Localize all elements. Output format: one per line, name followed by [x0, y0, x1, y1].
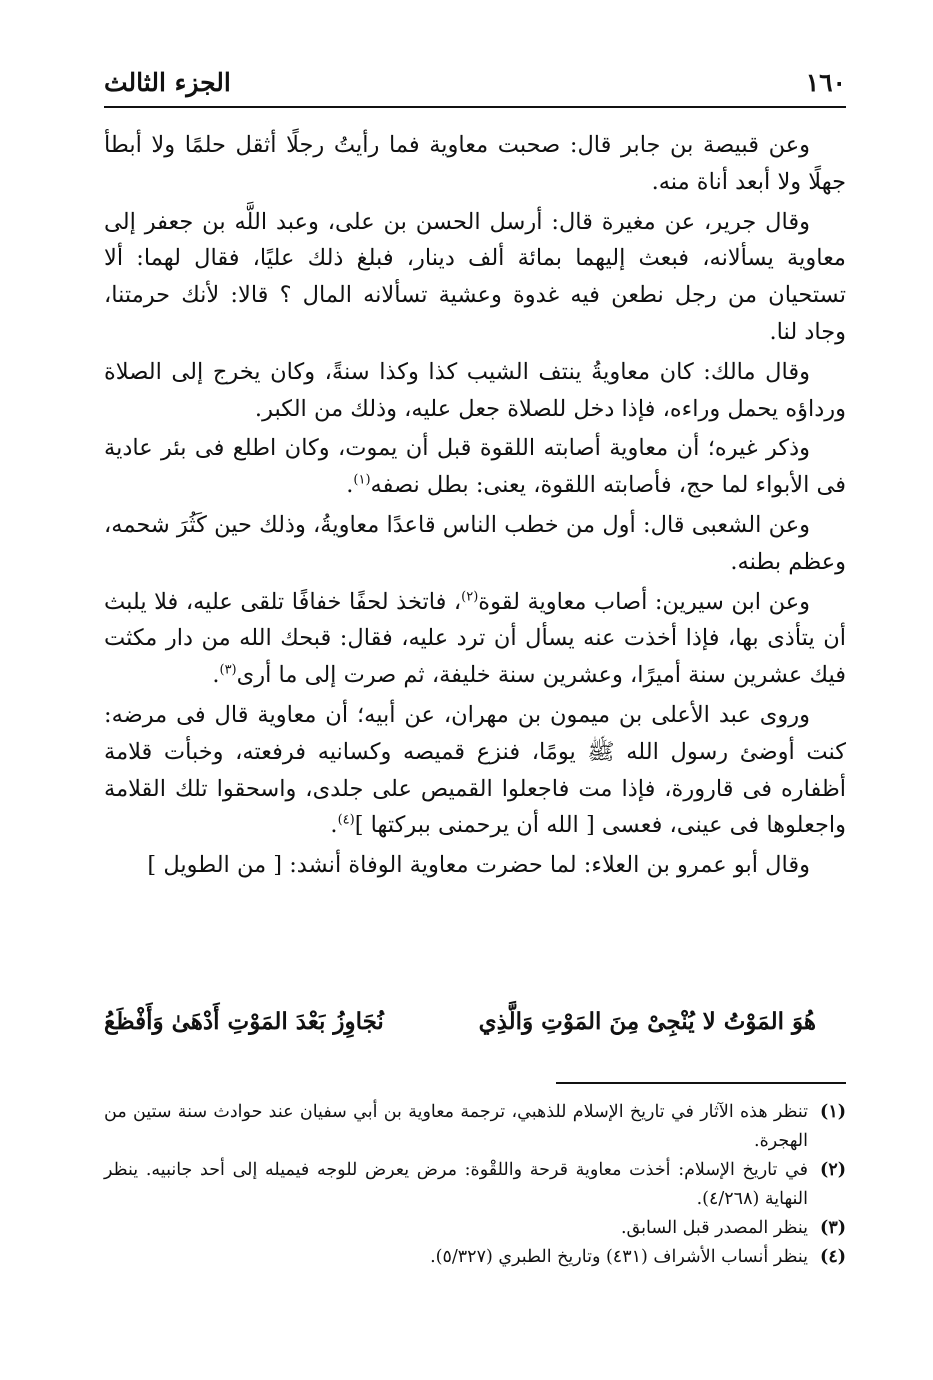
footnote-ref[interactable]: (٢) [461, 589, 479, 605]
main-text [104, 127, 846, 884]
footnote [104, 1098, 846, 1156]
footnote-separator [556, 1082, 846, 1084]
paragraph: وقال مالك: كان معاويةُ ينتف الشيب كذا وكذا سنةً، وكان يخرج إلى الصلاة ورداؤه يحمل وراءه، فإذا دخل للصلاة جعل عليه، وذلك من الكبر. [104, 358, 846, 422]
footnote-ref[interactable]: (١) [353, 472, 371, 488]
page-header [104, 66, 846, 108]
paragraph: وعن الشعبى قال: أول من خطب الناس قاعدًا معاويةُ، وذلك حين كَثُرَ شحمه، وعظم بطنه. [104, 511, 846, 575]
paragraph: وقال جرير، عن مغيرة قال: أرسل الحسن بن على، وعبد اللَّه بن جعفر إلى معاوية يسألانه، فبعث إليهما بمائة ألف دينار، فبلغ ذلك عليًا، فقال لهما: ألا تستحيان من رجل نطعن فيه غدوة وعشية تسألانه المال ؟ قالا: لأنك حرمتنا، وجاد لنا. [104, 208, 846, 345]
paragraph: وعن قبيصة بن جابر قال: صحبت معاوية فما رأيتُ رجلًا أثقل حلمًا ولا أبطأ جهلًا ولا أبعد أناة منه. [104, 132, 846, 195]
paragraph: وقال أبو عمرو بن العلاء: لما حضرت معاوية الوفاة أنشد: [ من الطويل ] [147, 852, 810, 879]
footnote-number: (٢) [820, 1160, 846, 1180]
footnote-number: (٤) [820, 1247, 846, 1267]
footnote-text: في تاريخ الإسلام: أخذت معاوية قرحة واللقْوة: مرض يعرض للوجه فيميله إلى أحد جانبيه. ينظر النهاية (٤/٢٦٨). [104, 1160, 808, 1209]
footnote-number: (١) [820, 1102, 846, 1122]
paragraph: وذكر غيره؛ أن معاوية أصابته اللقوة قبل أن يموت، وكان اطلع فى بئر عادية فى الأبواء لما حج، فأصابته اللقوة، يعنى: بطل نصفه$^{(١)}$. [104, 435, 846, 499]
footnote [104, 1156, 846, 1214]
part-title: الجزء الثالث [104, 68, 231, 97]
footnote-text: ينظر المصدر قبل السابق. [620, 1218, 808, 1238]
footnote [104, 1243, 846, 1272]
verse-second-hemistich: نُجَاوِزُ بَعْدَ المَوْتِ أَدْهَىٰ وَأَفْظَعُ [104, 1008, 384, 1035]
footnote-number: (٣) [820, 1218, 846, 1238]
footnote-ref[interactable]: (٤) [337, 812, 355, 828]
footnotes [104, 1098, 846, 1272]
footnote-text: تنظر هذه الآثار في تاريخ الإسلام للذهبي، ترجمة معاوية بن أبي سفيان عند حوادث سنة ستين من الهجرة. [104, 1102, 808, 1151]
footnote-text: ينظر أنساب الأشراف (٤٣١) وتاريخ الطبري (٥/٣٢٧). [430, 1247, 808, 1267]
poetry-verse [104, 1008, 846, 1048]
page-number: ١٦٠ [805, 68, 846, 97]
footnote [104, 1214, 846, 1243]
paragraph: وعن ابن سيرين: أصاب معاوية لقوة$^{(٢)}$، فاتخذ لحفًا خفافًا تلقى عليه، فلا يلبث أن يتأذى بها، فإذا أخذت عنه يسأل أن ترد عليه، فقال: قبحك الله من دار مكثت فيك عشرين سنة أميرًا، وعشرين سنة خليفة، ثم صرت إلى ما أرى$^{(٣)}$. [104, 588, 846, 689]
paragraph: وروى عبد الأعلى بن ميمون بن مهران، عن أبيه؛ أن معاوية قال فى مرضه: كنت أوضئ رسول الله ﷺ يومًا، فنزع قميصه وكسانيه فرفعته، وخبأت قلامة أظفاره فى قارورة، فإذا مت فاجعلوا القميص على جلدى، واسحقوا تلك القلامة واجعلوها فى عينى، فعسى [ الله أن يرحمنى ببركتها ]$^{(٤)}$. [104, 701, 846, 839]
verse-first-hemistich: هُوَ المَوْتُ لا يُنْجِىْ مِنَ المَوْتِ وَالَّذِي [478, 1008, 816, 1035]
footnote-ref[interactable]: (٣) [219, 662, 237, 678]
